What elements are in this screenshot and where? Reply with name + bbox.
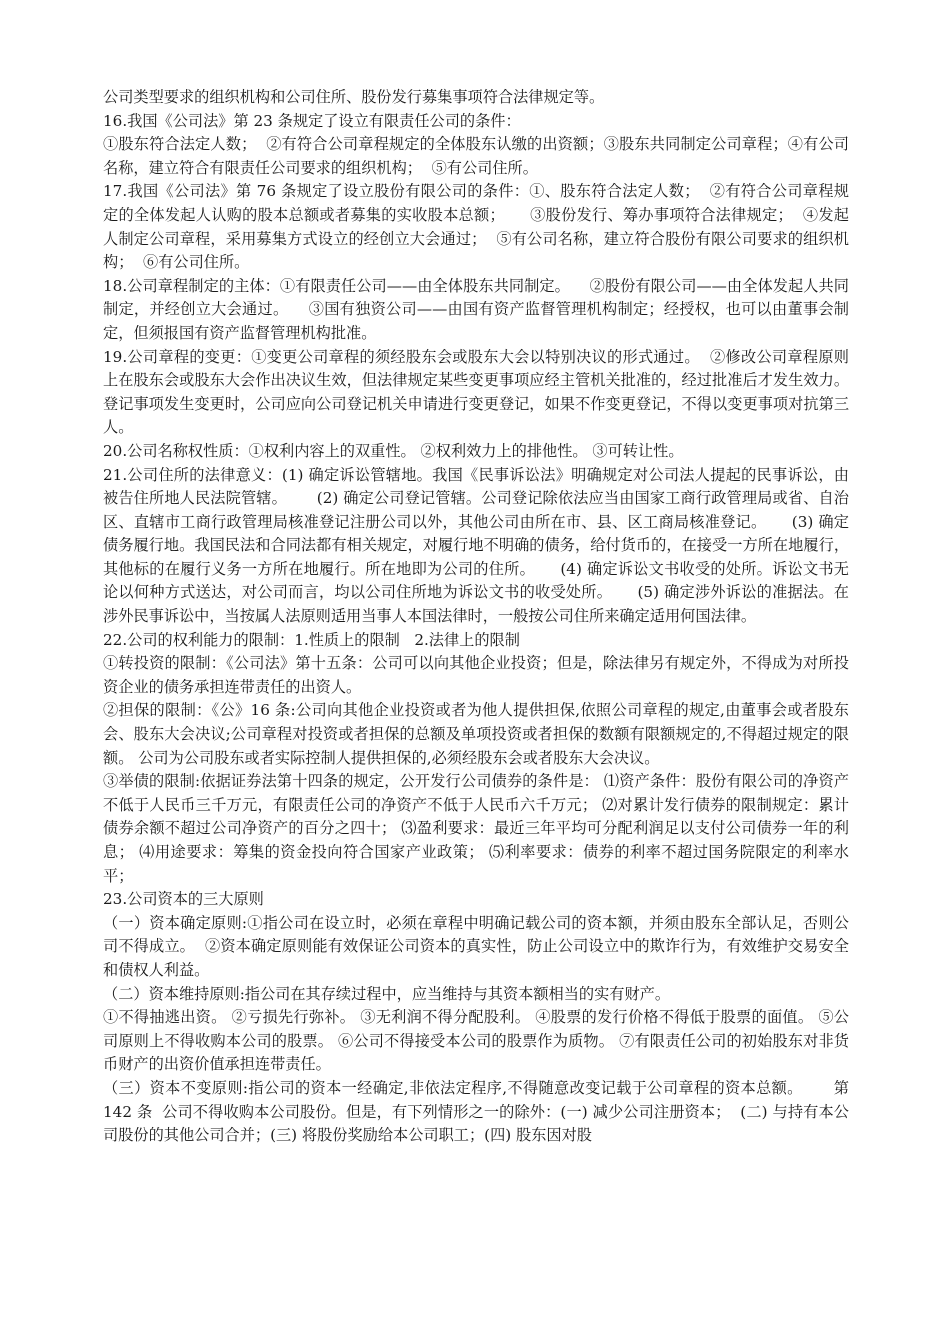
paragraph-16-conditions: ①股东符合法定人数； ②有符合公司章程规定的全体股东认缴的出资额；③股东共同制定公司章程；④有公司名称，建立符合有限责任公司要求的组织机构； ⑤有公司住所。 xyxy=(103,135,849,177)
paragraph-22-heading: 22.公司的权利能力的限制：1.性质上的限制 2.法律上的限制 xyxy=(103,630,520,649)
paragraph-22-guarantee: ②担保的限制：《公》16 条:公司向其他企业投资或者为他人提供担保,依照公司章程的规定,由董事会或者股东会、股东大会决议;公司章程对投资或者担保的总额及单项投资或者担保的数额有限额规定的,不得超过规定的限额。 公司为公司股东或者实际控制人提供担保的,必须经股东会或者股东大会决议。 xyxy=(103,701,849,767)
paragraph-17: 17.我国《公司法》第 76 条规定了设立股份有限公司的条件：①、股东符合法定人数； ②有符合公司章程规定的全体发起人认购的股本总额或者募集的实收股本总额； ③股份发行、筹办事项符合法律规定； ④发起人制定公司章程，采用募集方式设立的经创立大会通过； ⑤有公司名称，建立符合股份有限公司要求的组织机构； ⑥有公司住所。 xyxy=(103,182,849,272)
paragraph-18: 18.公司章程制定的主体：①有限责任公司——由全体股东共同制定。 ②股份有限公司——由全体发起人共同制定，并经创立大会通过。 ③国有独资公司——由国有资产监督管理机构制定；经授权，也可以由董事会制定，但须报国有资产监督管理机构批准。 xyxy=(103,276,849,342)
paragraph-23-maintenance-items: ①不得抽逃出资。 ②亏损先行弥补。 ③无利润不得分配股利。 ④股票的发行价格不得低于股票的面值。 ⑤公司原则上不得收购本公司的股票。 ⑥公司不得接受本公司的股票作为质物。 ⑦有限责任公司的初始股东对非货币财产的出资价值承担连带责任。 xyxy=(103,1008,849,1074)
paragraph-intro: 公司类型要求的组织机构和公司住所、股份发行募集事项符合法律规定等。 xyxy=(103,88,605,106)
paragraph-22-debt: ③举债的限制:依据证券法第十四条的规定，公开发行公司债券的条件是： ⑴资产条件：股份有限公司的净资产不低于人民币三千万元，有限责任公司的净资产不低于人民币六千万元； ⑵对累计发行债券的限制规定：累计债券余额不超过公司净资产的百分之四十； ⑶盈利要求：最近三年平均可分配利润足以支付公司债券一年的利息； ⑷用途要求：筹集的资金投向符合国家产业政策； ⑸利率要求：债券的利率不超过国务院限定的利率水平； xyxy=(103,772,849,885)
paragraph-23-capital-constancy: （三）资本不变原则:指公司的资本一经确定,非依法定程序,不得随意改变记载于公司章程的资本总额。 第 142 条 公司不得收购本公司股份。但是，有下列情形之一的除外：(一) 减少公司注册资本； (二) 与持有本公司股份的其他公司合并；(三) 将股份奖励给本公司职工；(四) 股东因对股 xyxy=(103,1078,854,1145)
paragraph-20: 20.公司名称权性质：①权利内容上的双重性。 ②权利效力上的排他性。 ③可转让性。 xyxy=(103,441,684,460)
paragraph-16-heading: 16.我国《公司法》第 23 条规定了设立有限责任公司的条件： xyxy=(103,111,521,130)
paragraph-23-capital-maintenance: （二）资本维持原则:指公司在其存续过程中，应当维持与其资本额相当的实有财产。 xyxy=(103,984,671,1003)
paragraph-22-investment: ①转投资的限制：《公司法》第十五条：公司可以向其他企业投资；但是，除法律另有规定外，不得成为对所投资企业的债务承担连带责任的出资人。 xyxy=(103,654,849,696)
paragraph-23-heading: 23.公司资本的三大原则 xyxy=(103,890,264,909)
paragraph-21: 21.公司住所的法律意义：(1) 确定诉讼管辖地。我国《民事诉讼法》明确规定对公司法人提起的民事诉讼，由被告住所地人民法院管辖。 (2) 确定公司登记管辖。公司登记除依法应当由国家工商行政管理局或省、自治区、直辖市工商行政管理局核准登记注册公司以外，其他公司由所在市、县、区工商局核准登记。 (3) 确定债务履行地。我国民法和合同法都有相关规定，对履行地不明确的债务，给付货币的，在接受一方所在地履行，其他标的在履行义务一方所在地履行。所在地即为公司的住所。 (4) 确定诉讼文书收受的处所。诉讼文书无论以何种方式送达，对公司而言，均以公司住所地为诉讼文书的收受处所。 (5) 确定涉外诉讼的准据法。在涉外民事诉讼中，当按属人法原则适用当事人本国法律时，一般按公司住所来确定适用何国法律。 xyxy=(103,465,849,626)
paragraph-23-capital-determination: （一）资本确定原则:①指公司在设立时，必须在章程中明确记载公司的资本额，并须由股东全部认足，否则公司不得成立。 ②资本确定原则能有效保证公司资本的真实性，防止公司设立中的欺诈行为，有效维护交易安全和债权人利益。 xyxy=(103,913,849,979)
document-body xyxy=(103,86,869,1148)
paragraph-19: 19.公司章程的变更：①变更公司章程的须经股东会或股东大会以特别决议的形式通过。 ②修改公司章程原则上在股东会或股东大会作出决议生效，但法律规定某些变更事项应经主管机关批准的，经过批准后才发生效力。 登记事项发生变更时，公司应向公司登记机关申请进行变更登记，如果不作变更登记，不得以变更事项对抗第三人。 xyxy=(103,347,869,437)
